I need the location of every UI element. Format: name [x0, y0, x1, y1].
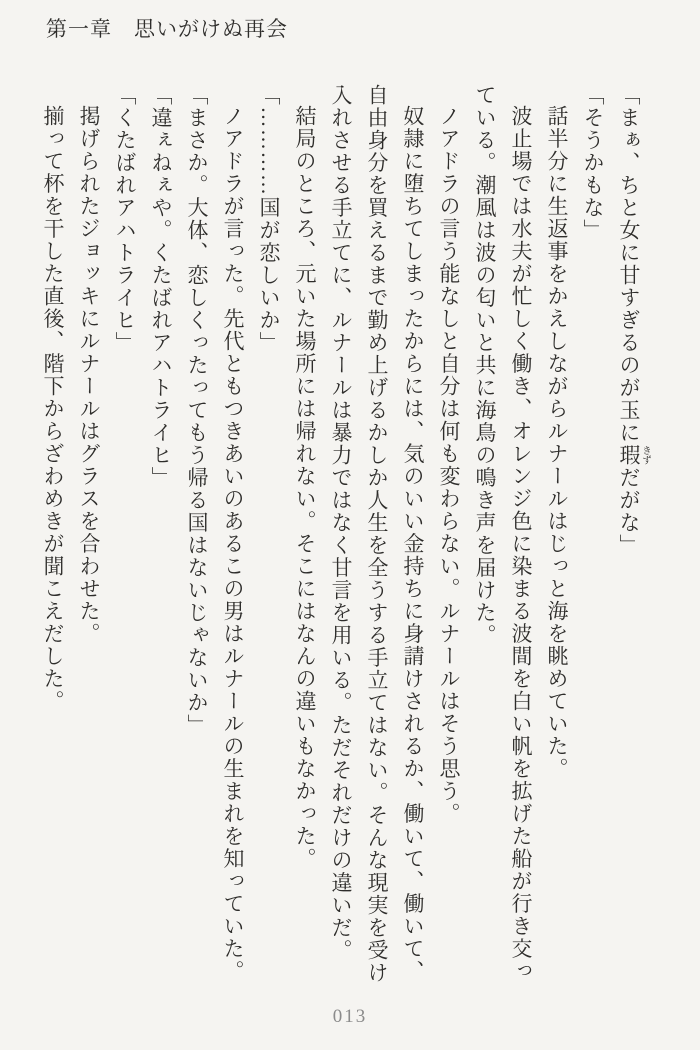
furigana-ruby: 瑕 きず [617, 444, 650, 467]
paragraph-narration: ノアドラが言った。先代ともつきあいのあるこの男はルナールの生まれを知っていた。 [221, 105, 245, 983]
page-number: 013 [332, 1006, 368, 1027]
paragraph-dialogue: 「まさか。大体、恋しくったってもう帰る国はないじゃないか」 [185, 84, 209, 737]
paragraph-dialogue: 「違ぇねぇや。くたばれアハトライヒ」 [149, 84, 173, 489]
paragraph-narration: 奴隷に堕ちてしまったからには、気のいい金持ちに身請けされるか、働いて、働いて、自由身分を買えるまで勤め上げるかしか人生を全うする手立てはない。そんな現実を受け入れさせる手立てに、ルナールは暴力ではなく甘言を用いる。ただそれだけの違いだ。 [329, 84, 425, 984]
paragraph-narration: ノアドラの言う能なしと自分は何も変わらない。ルナールはそう思う。 [437, 105, 461, 825]
paragraph-dialogue: 「くたばれアハトライヒ」 [113, 84, 137, 354]
paragraph-narration: 話半分に生返事をかえしながらルナールはじっと海を眺めていた。 [545, 105, 569, 780]
chapter-header: 第一章 思いがけぬ再会 [46, 17, 288, 41]
body-text [35, 84, 650, 992]
paragraph-dialogue: 「…………国が恋しいか」 [257, 84, 281, 354]
paragraph-dialogue: 「まぁ、ちと女に甘すぎるのが玉に瑕 きずだがな」 [617, 84, 650, 557]
paragraph-narration: 揃って杯を干した直後、階下からざわめきが聞こえだした。 [41, 105, 65, 713]
paragraph-narration: 波止場では水夫が忙しく働き、オレンジ色に染まる波間を白い帆を拡げた船が行き交っている。潮風は波の匂いと共に海鳥の鳴き声を届けた。 [473, 84, 533, 983]
paragraph-dialogue: 「そうかもな」 [581, 84, 605, 242]
paragraph-narration: 結局のところ、元いた場所には帰れない。そこにはなんの違いもなかった。 [293, 105, 317, 870]
paragraph-narration: 掲げられたジョッキにルナールはグラスを合わせた。 [77, 105, 101, 645]
